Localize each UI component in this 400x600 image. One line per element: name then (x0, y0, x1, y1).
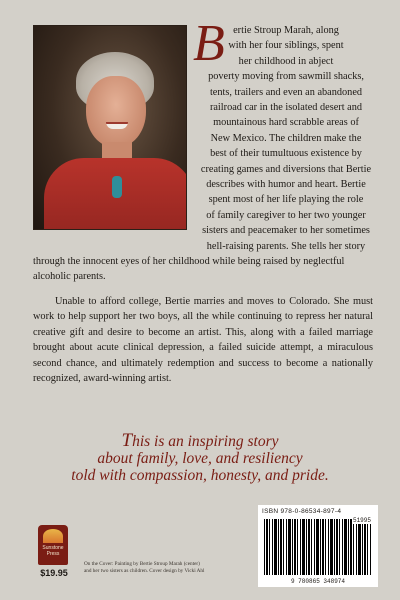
isbn-label: ISBN 978-0-86534-897-4 (262, 508, 342, 515)
logo-text-1: Sunstone (42, 545, 64, 551)
tagline-line2: about family, love, and resiliency (97, 450, 303, 467)
p1-line: spent most of her life playing the role (208, 194, 364, 206)
isbn-barcode (258, 505, 378, 587)
credits-line2: and her two sisters as children. Cover design by Vicki Ahl (84, 568, 205, 574)
p1-line: ertie Stroup Marah, along (233, 25, 339, 36)
p1-line: her childhood in abject (238, 55, 334, 67)
p1-line: sisters and peacemaker to her sometimes (202, 225, 370, 237)
p1-line: railroad car in the isolated desert and (209, 102, 363, 114)
paragraph2: Unable to afford college, Bertie marries and moves to Colorado. She must work to help support her two boys, all the while continuing to repress her natural creative gift and desire to become an artist. This, along with a failed marriage brought about acute clinical depression, a failed suicide attempt, a miraculous second chance, and ultimately redemption and success to become a nationally recognized, award-winning artist. (33, 296, 373, 385)
tagline-line3: told with compassion, honesty, and pride. (71, 467, 329, 484)
tagline-initial: T (121, 430, 133, 451)
p1-line: New Mexico. The children make the (210, 132, 362, 144)
p1-line: poverty moving from sawmill shacks, (208, 71, 364, 83)
p1-line: of family caregiver to her two younger (206, 209, 366, 221)
p1-line: tents, trailers and even an abandoned (209, 86, 363, 98)
author-smile (106, 122, 128, 129)
price: $19.95 (40, 568, 68, 578)
drop-cap: B (193, 15, 225, 72)
author-photo (33, 25, 187, 230)
p1-line: mountainous hard scrabble areas of (213, 117, 359, 129)
p1-line: describes with humor and heart. Bertie (206, 179, 366, 191)
tagline (40, 432, 360, 484)
credits-line1: On the Cover: Painting by Bertie Stroup Marah (center) (84, 561, 200, 567)
sunstone-press-logo (38, 525, 68, 565)
barcode-bars (264, 519, 372, 575)
author-face (86, 76, 146, 148)
sunstone-sun-icon (43, 529, 63, 543)
barcode-digits: 9 780865 348974 (262, 578, 374, 585)
tagline-line1 (40, 432, 360, 450)
tagline-line1-text: his is an inspiring story (132, 433, 279, 450)
logo-text-2: Press (46, 551, 60, 557)
paragraph1-right-column (200, 23, 372, 254)
p1-line: best of their tumultuous existence by (210, 148, 362, 160)
p1-line: creating games and diversions that Bertie (200, 163, 372, 175)
p1-line: with her four siblings, spent (228, 40, 344, 52)
logo-text (38, 545, 68, 557)
paragraph1-continuation: through the innocent eyes of her childhood while being raised by neglectful alcoholic parents. (33, 256, 345, 283)
barcode-addon: 51995 (352, 517, 371, 524)
cover-credits (84, 561, 254, 575)
p1-line: hell-raising parents. She tells her story (206, 240, 366, 252)
turquoise-necklace (112, 176, 122, 198)
